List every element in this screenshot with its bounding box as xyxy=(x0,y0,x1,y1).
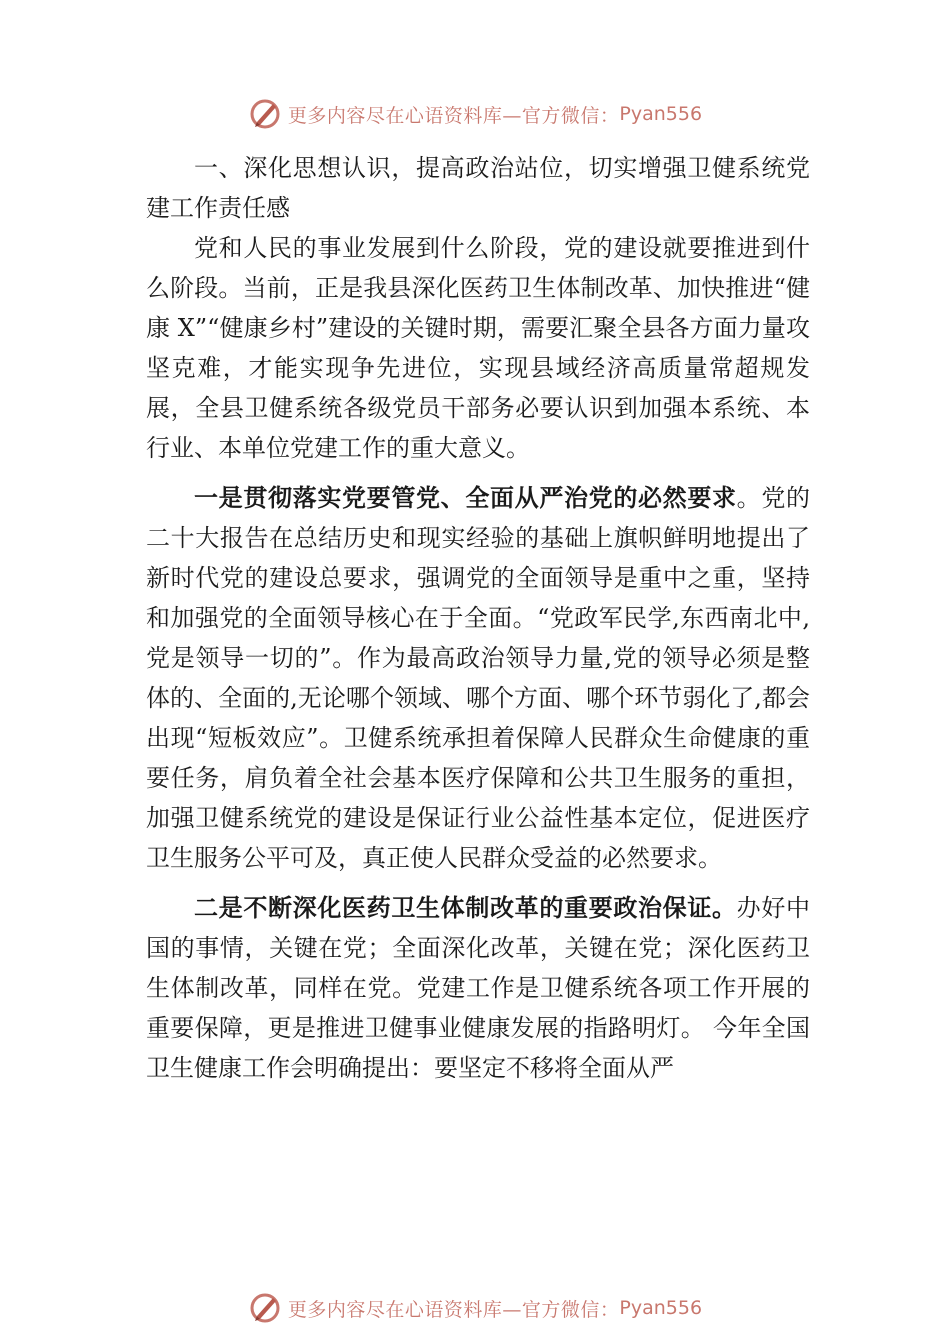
footer-watermark xyxy=(0,1288,950,1328)
watermark-wechat-id: Pyan556 xyxy=(619,103,703,125)
paragraph-text: 。党的二十大报告在总结历史和现实经验的基础上旗帜鲜明地提出了新时代党的建设总要求，强调党的全面领导是重中之重，坚持和加强党的全面领导核心在于全面。“党政军民学,东西南北中,党是领导一切的”。作为最高政治领导力量,党的领导必须是整体的、全面的,无论哪个领域、哪个方面、哪个环节弱化了,都会出现“短板效应”。卫健系统承担着保障人民群众生命健康的重要任务，肩负着全社会基本医疗保障和公共卫生服务的重担，加强卫健系统党的建设是保证行业公益性基本定位，促进医疗卫生服务公平可及，真正使人民群众受益的必然要求。 xyxy=(146,484,811,872)
watermark-text: 更多内容尽在心语资料库—官方微信： xyxy=(287,1298,620,1321)
watermark-text: 更多内容尽在心语资料库—官方微信： xyxy=(287,104,620,127)
paragraph-text: 办好中国的事情，关键在党；全面深化改革，关键在党；深化医药卫生体制改革，同样在党。党建工作是卫健系统各项工作开展的重要保障，更是推进卫健事业健康发展的指路明灯。 今年全国卫生健康工作会明确提出：要坚定不移将全面从严 xyxy=(146,894,811,1082)
section-heading xyxy=(146,148,810,228)
paragraph xyxy=(146,228,810,468)
pen-logo-icon xyxy=(248,97,282,131)
paragraph-text: 党和人民的事业发展到什么阶段，党的建设就要推进到什么阶段。当前，正是我县深化医药卫生体制改革、加快推进“健康 X”“健康乡村”建设的关键时期，需要汇聚全县各方面力量攻坚克难，才能实现争先进位，实现县域经济高质量常超规发展，全县卫健系统各级党员干部务必要认识到加强本系统、本行业、本单位党建工作的重大意义。 xyxy=(146,234,810,462)
paragraph-lead: 一是贯彻落实党要管党、全面从严治党的必然要求 xyxy=(194,484,737,512)
header-watermark xyxy=(0,94,950,134)
document-body xyxy=(146,148,810,1088)
paragraph xyxy=(146,478,810,878)
paragraph xyxy=(146,888,810,1088)
paragraph-text: 一、深化思想认识，提高政治站位，切实增强卫健系统党建工作责任感 xyxy=(146,154,810,222)
pen-logo-icon xyxy=(248,1291,282,1325)
paragraph-lead: 二是不断深化医药卫生体制改革的重要政治保证。 xyxy=(194,894,737,922)
watermark-wechat-id: Pyan556 xyxy=(619,1297,703,1319)
